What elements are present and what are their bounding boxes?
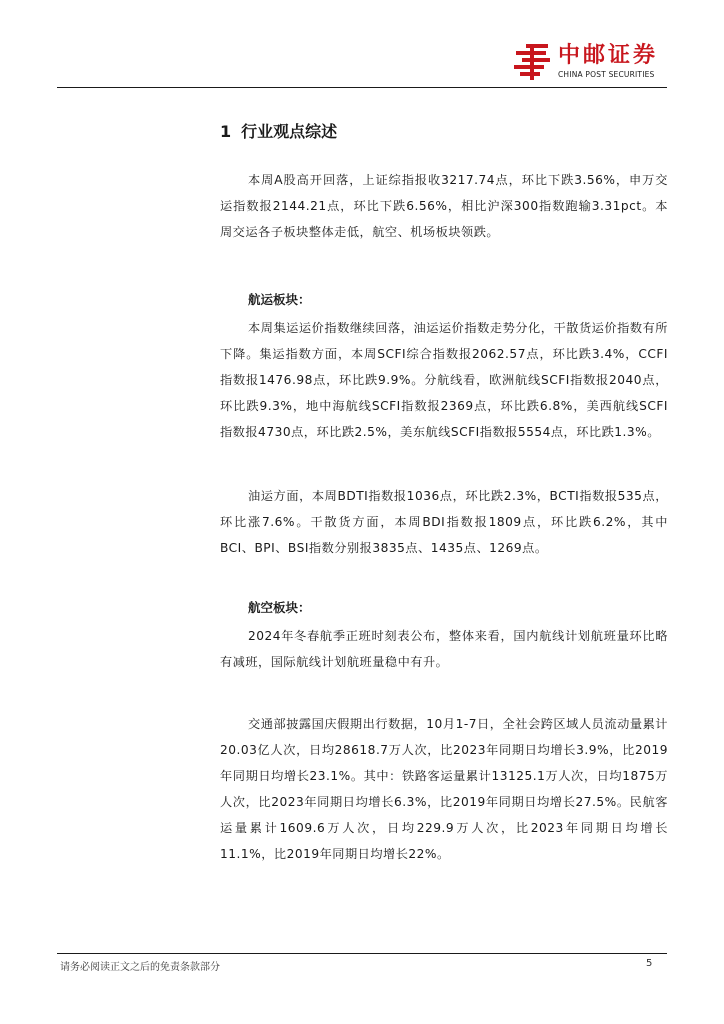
shipping-container-text: 本周集运运价指数继续回落，油运运价指数走势分化，干散货运价指数有所下降。集运指数方面，本周SCFI综合指数报2062.57点，环比跌3.4%，CCFI指数报1476.98点，环比跌9.9%。分航线看，欧洲航线SCFI指数报2040点，环比跌9.3%，地中海航线SCFI指数报2369点，环比跌6.8%，美西航线SCFI指数报4730点，环比跌2.5%，美东航线SCFI指数报5554点，环比跌1.3%。 — [220, 321, 668, 439]
intro-text: 本周A股高开回落，上证综指报收3217.74点，环比下跌3.56%，申万交运指数报2144.21点，环比下跌6.56%，相比沪深300指数跑输3.31pct。本周交运各子板块整体走低，航空、机场板块领跌。 — [220, 173, 668, 239]
footer-disclaimer: 请务必阅读正文之后的免责条款部分 — [60, 962, 220, 973]
shipping-container-paragraph — [220, 315, 668, 445]
intro-paragraph — [220, 167, 668, 245]
brand-name-en: CHINA POST SECURITIES — [558, 70, 655, 79]
aviation-heading: 航空板块： — [248, 600, 311, 615]
section-title — [220, 122, 337, 142]
brand-logo — [512, 42, 672, 82]
aviation-holiday-text: 交通部披露国庆假期出行数据，10月1-7日，全社会跨区域人员流动量累计20.03亿人次，日均28618.7万人次，比2023年同期日均增长3.9%，比2019年同期日均增长23.1%。其中：铁路客运量累计13125.1万人次，日均1875万人次，比2023年同期日均增长6.3%，比2019年同期日均增长27.5%。民航客运量累计1609.6万人次，日均229.9万人次，比2023年同期日均增长11.1%，比2019年同期日均增长22%。 — [220, 717, 668, 861]
shipping-heading: 航运板块： — [248, 292, 311, 307]
aviation-schedule-paragraph — [220, 623, 668, 675]
china-post-logo-icon — [512, 42, 552, 82]
shipping-oil-text: 油运方面，本周BDTI指数报1036点，环比跌2.3%，BCTI指数报535点，环比涨7.6%。干散货方面，本周BDI指数报1809点，环比跌6.2%，其中BCI、BPI、BSI指数分别报3835点、1435点、1269点。 — [220, 489, 668, 555]
section-title-text: 行业观点综述 — [241, 122, 338, 141]
shipping-oil-paragraph — [220, 483, 668, 561]
section-number: 1 — [220, 122, 232, 141]
aviation-schedule-text: 2024年冬春航季正班时刻表公布，整体来看，国内航线计划航班量环比略有减班，国际航线计划航班量稳中有升。 — [220, 629, 668, 669]
brand-name-cn: 中邮证券 — [558, 43, 659, 68]
aviation-holiday-paragraph — [220, 711, 668, 867]
page-number: 5 — [646, 958, 653, 969]
page-header — [0, 0, 724, 90]
header-divider — [57, 87, 667, 88]
footer-divider — [57, 953, 667, 954]
